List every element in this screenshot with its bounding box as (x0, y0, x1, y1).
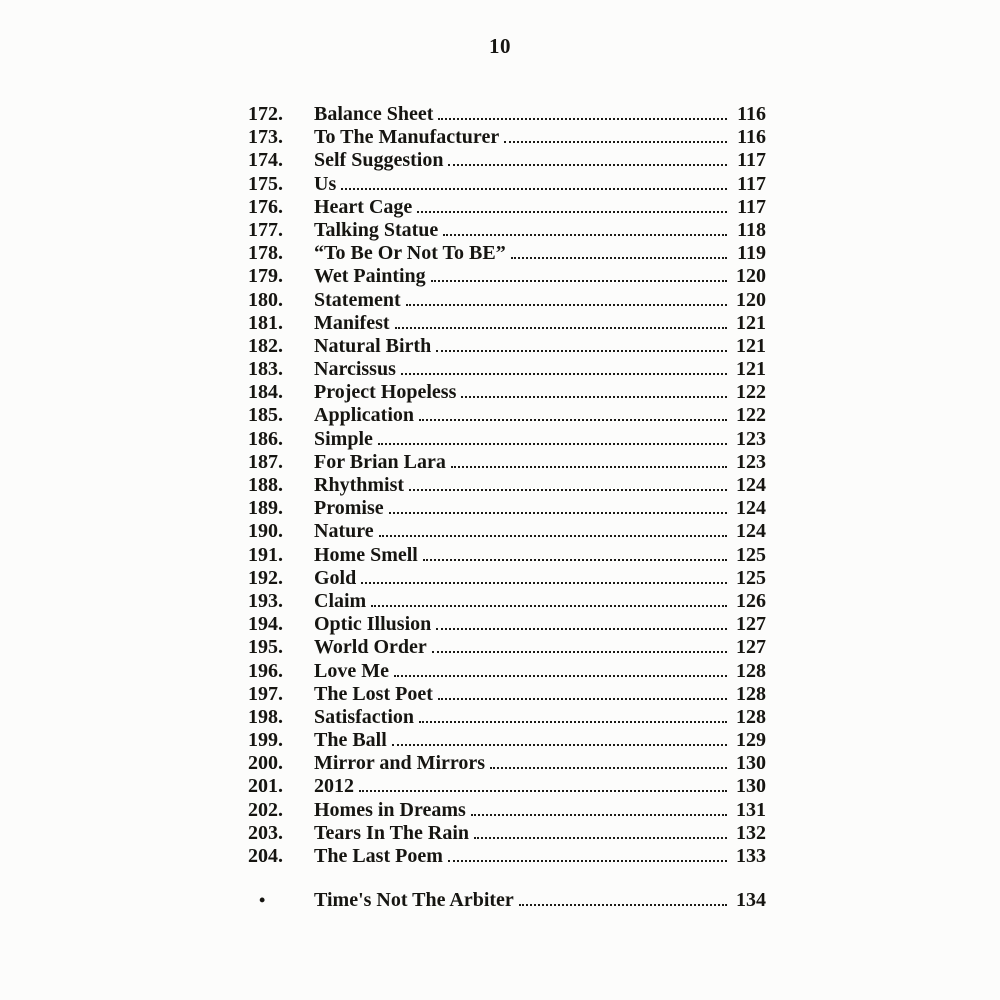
entry-number: 184. (248, 381, 283, 404)
toc-entry-row (248, 683, 766, 706)
entry-number: 180. (248, 288, 283, 311)
entry-number: 196. (248, 659, 283, 682)
entry-number: 179. (248, 265, 283, 288)
entry-page-number: 127 (736, 613, 766, 636)
entry-title: Gold (314, 566, 357, 589)
entry-page-number: 122 (736, 381, 766, 404)
entry-title: 2012 (314, 775, 354, 798)
entry-page-number: 124 (736, 474, 766, 496)
entry-page-number: 120 (736, 288, 766, 311)
entry-number: 202. (248, 798, 283, 821)
dot-leader (341, 188, 727, 190)
entry-page-number: 124 (736, 520, 766, 543)
toc-entry-row (248, 660, 766, 683)
entry-number: 193. (248, 589, 283, 612)
entry-page-number: 119 (737, 242, 766, 265)
entry-page-number: 124 (736, 497, 766, 520)
entry-page-number: 133 (736, 845, 766, 867)
dot-leader (451, 466, 727, 468)
toc-entry-row (248, 219, 766, 242)
entry-title: The Last Poem (314, 845, 443, 867)
toc-entry-row (248, 544, 766, 567)
entry-number: 198. (248, 705, 283, 728)
dot-leader (378, 443, 727, 445)
entry-number: 175. (248, 172, 283, 195)
dot-leader (431, 280, 727, 282)
toc-entry-row (248, 729, 766, 752)
entry-title: World Order (314, 636, 427, 659)
dot-leader (438, 118, 727, 120)
toc-entry-row (248, 822, 766, 845)
entry-title: Statement (314, 288, 401, 311)
toc-entry-row (248, 636, 766, 659)
dot-leader (423, 559, 727, 561)
dot-leader (419, 419, 727, 421)
entry-title: The Ball (314, 729, 387, 752)
entry-title: For Brian Lara (314, 450, 446, 473)
entry-title: Rhythmist (314, 474, 405, 496)
entry-title: Homes in Dreams (314, 798, 466, 821)
toc-entry-row (248, 520, 766, 543)
entry-number: 201. (248, 775, 283, 798)
dot-leader (436, 628, 727, 630)
dot-leader (406, 304, 727, 306)
toc-entry-row (248, 242, 766, 265)
dot-leader (438, 698, 727, 700)
dot-leader (394, 675, 727, 677)
toc-entry-row (248, 173, 766, 196)
entry-page-number: 117 (737, 149, 766, 172)
toc-entry-row (248, 358, 766, 381)
entry-number: 203. (248, 821, 283, 844)
entry-number: 178. (248, 242, 283, 265)
toc-entry-row (248, 775, 766, 798)
entry-page-number: 121 (736, 334, 766, 357)
entry-title: Us (314, 172, 337, 195)
dot-leader (401, 373, 727, 375)
toc-entry-row (248, 428, 766, 451)
dot-leader (417, 211, 727, 213)
entry-number: 191. (248, 543, 283, 566)
toc-entry-row (248, 706, 766, 729)
entry-title: The Lost Poet (314, 682, 433, 705)
entry-title: Satisfaction (314, 705, 414, 728)
toc-extra-entry-row (248, 889, 766, 912)
entry-number: 187. (248, 450, 283, 473)
entry-number: 174. (248, 149, 283, 172)
dot-leader (448, 164, 727, 166)
dot-leader (371, 605, 727, 607)
dot-leader (511, 257, 727, 259)
toc-entry-row (248, 289, 766, 312)
page-number: 10 (489, 34, 511, 58)
entry-number: 197. (248, 682, 283, 705)
entry-page-number: 130 (736, 775, 766, 798)
dot-leader (436, 350, 727, 352)
toc-entry-row (248, 613, 766, 636)
entry-number: 199. (248, 729, 283, 752)
toc-entry-row (248, 149, 766, 172)
toc-entry-row (248, 103, 766, 126)
toc-entry-row (248, 752, 766, 775)
entry-page-number: 128 (736, 682, 766, 705)
entry-page-number: 134 (736, 889, 766, 912)
entry-page-number: 117 (737, 195, 766, 218)
toc-entry-row (248, 404, 766, 427)
dot-leader (419, 721, 727, 723)
dot-leader (389, 512, 727, 514)
entry-title: “To Be Or Not To BE” (314, 242, 506, 265)
toc-entry-row (248, 567, 766, 590)
entry-page-number: 129 (736, 729, 766, 752)
entry-number: 173. (248, 126, 283, 149)
entry-title: Talking Statue (314, 218, 439, 241)
dot-leader (504, 141, 727, 143)
entry-title: Balance Sheet (314, 103, 434, 125)
entry-number: 172. (248, 103, 283, 125)
entry-title: Nature (314, 520, 374, 543)
entry-title: Promise (314, 497, 384, 520)
entry-page-number: 125 (736, 566, 766, 589)
entry-title: Heart Cage (314, 195, 413, 218)
entry-page-number: 123 (736, 427, 766, 450)
toc-entry-row (248, 381, 766, 404)
entry-number: 200. (248, 752, 283, 775)
entry-title: Tears In The Rain (314, 821, 470, 844)
dot-leader (490, 767, 727, 769)
dot-leader (359, 790, 727, 792)
entry-title: Application (314, 404, 415, 427)
dot-leader (474, 837, 727, 839)
dot-leader (361, 582, 727, 584)
entry-page-number: 127 (736, 636, 766, 659)
bullet-icon: • (259, 890, 266, 911)
entry-title: Narcissus (314, 358, 396, 381)
entry-title: Optic Illusion (314, 613, 432, 636)
entry-title: Claim (314, 589, 367, 612)
toc-entry-row (248, 845, 766, 868)
entry-page-number: 125 (736, 543, 766, 566)
entry-number: 190. (248, 520, 283, 543)
entry-title: Project Hopeless (314, 381, 457, 404)
entry-title: Simple (314, 427, 373, 450)
entry-page-number: 116 (737, 103, 766, 125)
entry-number: 176. (248, 195, 283, 218)
dot-leader (471, 814, 727, 816)
entry-title: Love Me (314, 659, 389, 682)
toc-entry-row (248, 497, 766, 520)
entry-title: Mirror and Mirrors (314, 752, 486, 775)
entry-page-number: 116 (737, 126, 766, 149)
table-of-contents (248, 103, 766, 912)
toc-entry-row (248, 265, 766, 288)
entry-number: 192. (248, 566, 283, 589)
entry-number: 181. (248, 311, 283, 334)
entry-number: 177. (248, 218, 283, 241)
entry-title: Time's Not The Arbiter (314, 889, 514, 912)
entry-page-number: 118 (737, 218, 766, 241)
entry-number: 186. (248, 427, 283, 450)
entry-title: Self Suggestion (314, 149, 444, 172)
entry-title: To The Manufacturer (314, 126, 500, 149)
entry-page-number: 131 (736, 798, 766, 821)
entry-number: 183. (248, 358, 283, 381)
toc-entry-row (248, 312, 766, 335)
toc-entry-row (248, 196, 766, 219)
entry-number: 189. (248, 497, 283, 520)
dot-leader (392, 744, 727, 746)
dot-leader (379, 535, 727, 537)
entry-page-number: 121 (736, 311, 766, 334)
dot-leader (395, 327, 727, 329)
entry-page-number: 121 (736, 358, 766, 381)
entry-page-number: 128 (736, 705, 766, 728)
toc-entry-row (248, 590, 766, 613)
entry-page-number: 128 (736, 659, 766, 682)
toc-entry-row (248, 126, 766, 149)
entry-number: 182. (248, 334, 283, 357)
toc-entry-row (248, 451, 766, 474)
entry-number: 194. (248, 613, 283, 636)
toc-entry-row (248, 799, 766, 822)
toc-entry-row (248, 335, 766, 358)
dot-leader (461, 396, 727, 398)
entry-page-number: 123 (736, 450, 766, 473)
entry-page-number: 122 (736, 404, 766, 427)
dot-leader (519, 904, 727, 906)
entry-page-number: 117 (737, 172, 766, 195)
entry-page-number: 132 (736, 821, 766, 844)
entry-page-number: 126 (736, 589, 766, 612)
toc-entry-row (248, 474, 766, 497)
entry-title: Manifest (314, 311, 390, 334)
entry-page-number: 120 (736, 265, 766, 288)
dot-leader (448, 860, 727, 862)
dot-leader (443, 234, 727, 236)
entry-number: 188. (248, 474, 283, 496)
entry-title: Home Smell (314, 543, 418, 566)
entry-number: 204. (248, 845, 283, 867)
entry-number: 185. (248, 404, 283, 427)
entry-page-number: 130 (736, 752, 766, 775)
entry-title: Wet Painting (314, 265, 426, 288)
dot-leader (432, 651, 727, 653)
dot-leader (409, 489, 727, 491)
entry-title: Natural Birth (314, 334, 432, 357)
entry-number: 195. (248, 636, 283, 659)
